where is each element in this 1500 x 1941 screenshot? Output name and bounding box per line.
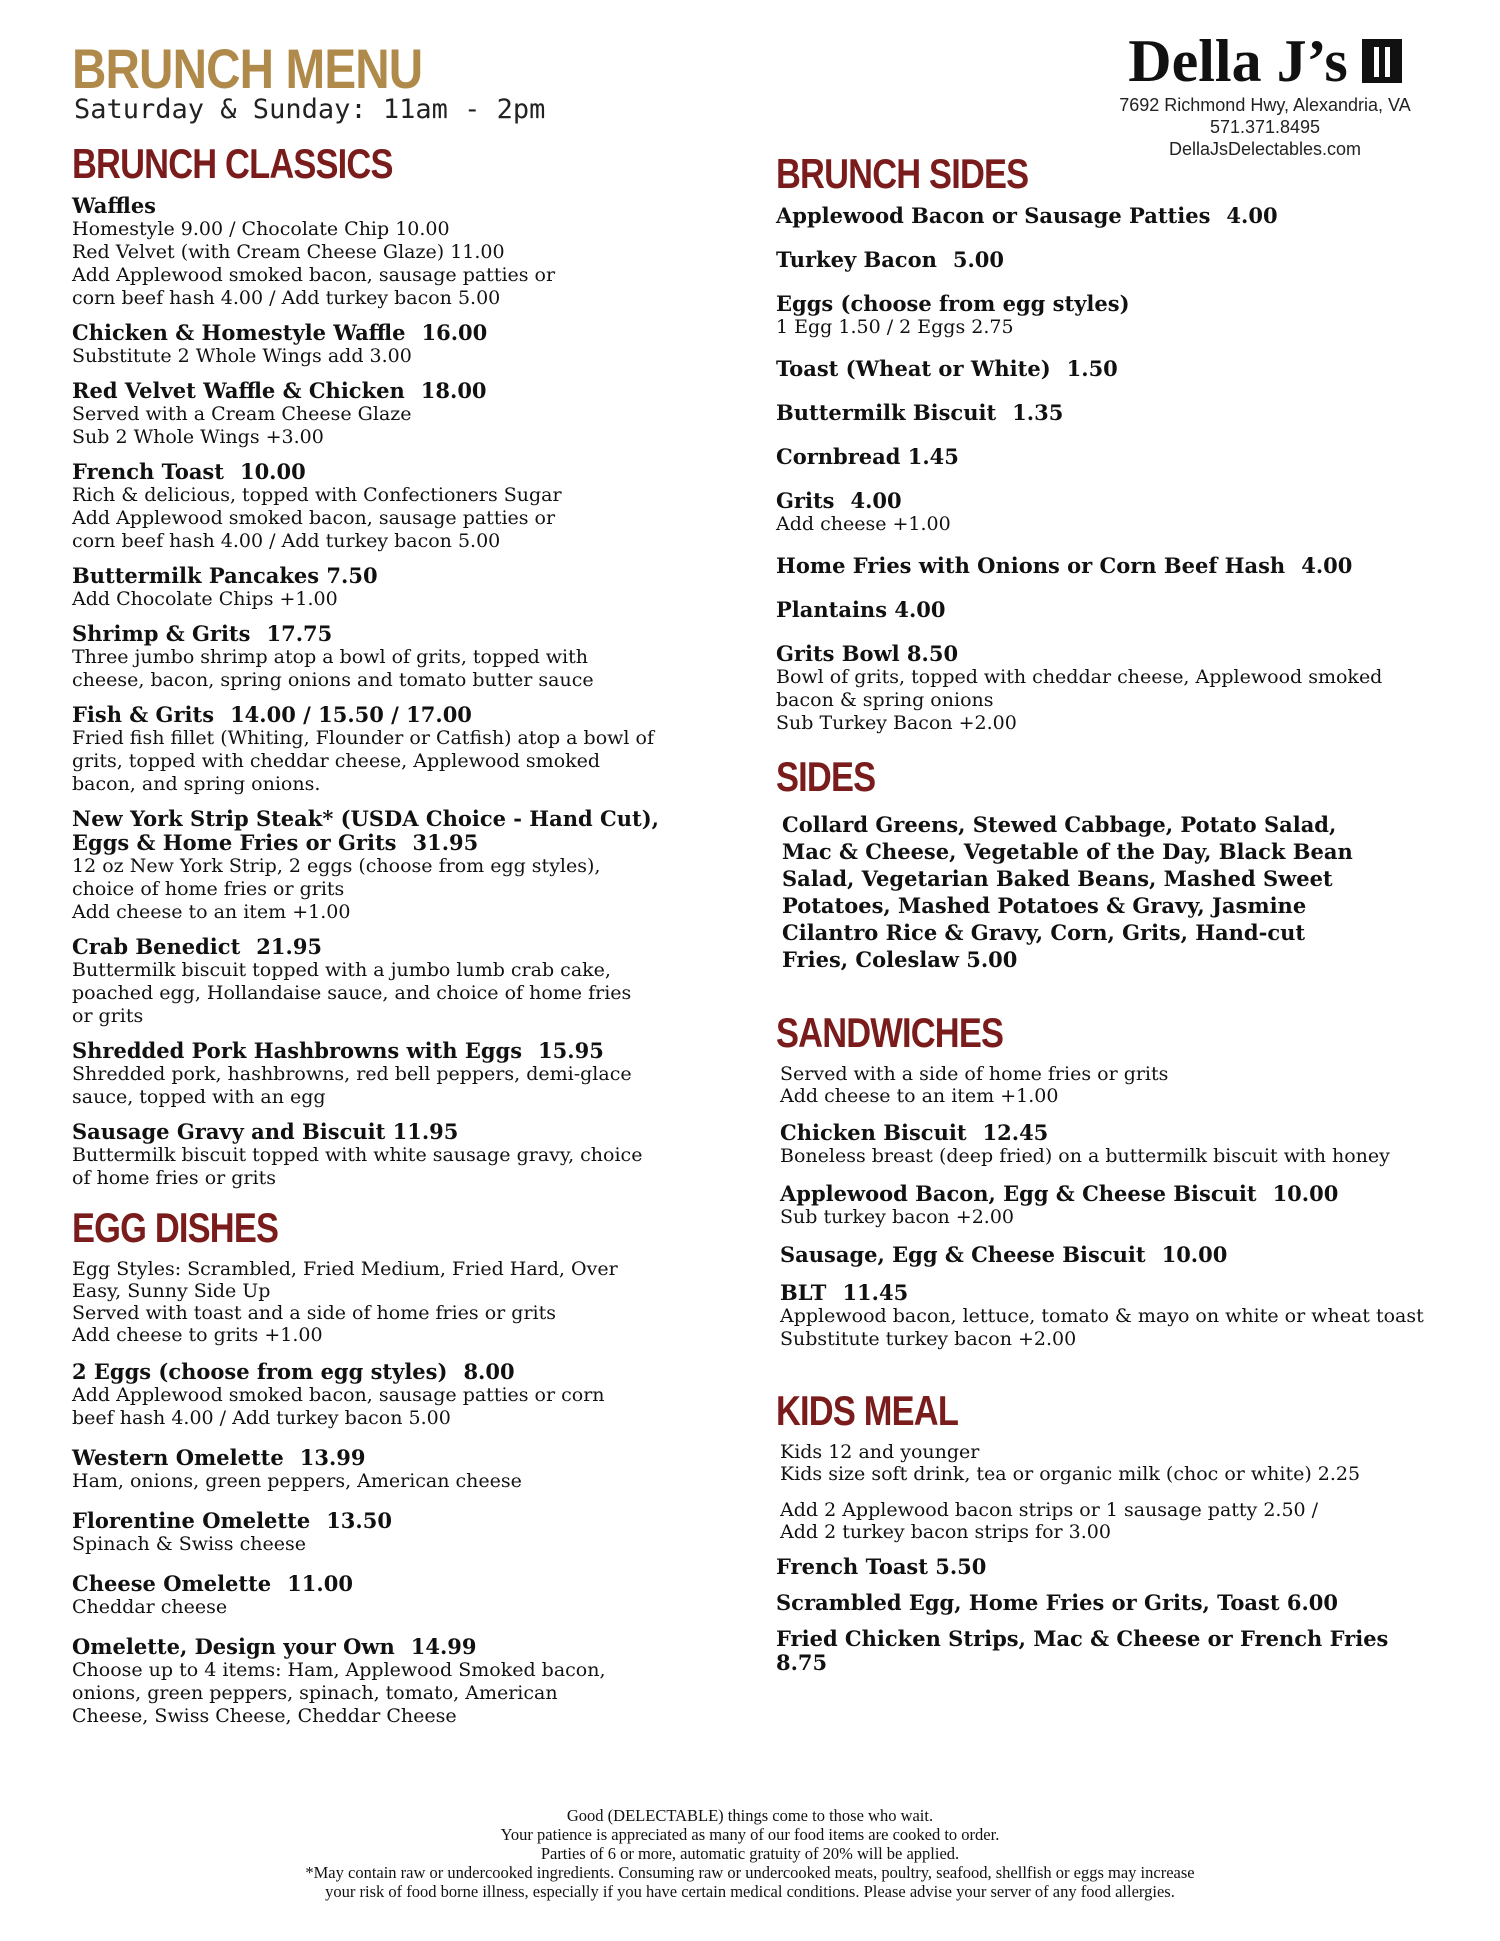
menu-item-title: Sausage Gravy and Biscuit 11.95 (72, 1119, 459, 1144)
left-column (72, 140, 692, 1744)
sandwiches-notes (776, 1063, 1456, 1107)
menu-item-description: Cheese, Swiss Cheese, Cheddar Cheese (72, 1705, 457, 1727)
menu-item-description: corn beef hash 4.00 / Add turkey bacon 5.00 (72, 530, 501, 552)
menu-item-title: Shredded Pork Hashbrowns with Eggs (72, 1038, 523, 1063)
menu-item-description: Add cheese +1.00 (776, 513, 951, 535)
menu-item-title: Cheese Omelette (72, 1571, 272, 1596)
menu-item (776, 401, 1456, 425)
menu-item (72, 622, 692, 692)
kids-meal-item: French Toast 5.50 (776, 1554, 987, 1579)
menu-item-name (776, 642, 1456, 666)
menu-item-price: 4.00 (850, 488, 902, 513)
menu-item-title: 2 Eggs (choose from egg styles) (72, 1359, 448, 1384)
menu-item-description: choice of home fries or grits (72, 878, 345, 900)
menu-item-price: 31.95 (412, 830, 479, 855)
menu-item-name (776, 489, 1456, 513)
menu-item-name (72, 1360, 692, 1384)
menu-item-description: Cheddar cheese (72, 1596, 228, 1618)
menu-item-description: Fried fish fillet (Whiting, Flounder or Catfish) atop a bowl of (72, 727, 654, 749)
brunch-sides-list (776, 204, 1456, 735)
footer-line: Good (DELECTABLE) things come to those who wait. (566, 1806, 934, 1825)
menu-item-description: Add Chocolate Chips +1.00 (72, 588, 338, 610)
kids-note-line: Kids size soft drink, tea or organic milk (choc or white) 2.25 (780, 1463, 1361, 1485)
menu-item-description: sauce, topped with an egg (72, 1086, 326, 1108)
sides-line: Collard Greens, Stewed Cabbage, Potato Salad, (782, 812, 1337, 837)
menu-item-description: Sub Turkey Bacon +2.00 (776, 712, 1017, 734)
kids-meal-item: Fried Chicken Strips, Mac & Cheese or French Fries (776, 1626, 1389, 1651)
menu-item-name (72, 622, 692, 646)
menu-item-price: 21.95 (256, 934, 323, 959)
menu-item-price: 11.00 (287, 1571, 353, 1596)
menu-item-name (776, 401, 1456, 425)
sandwiches-list (776, 1121, 1456, 1351)
menu-item (72, 1039, 692, 1109)
restaurant-name-text: Della J’s (1128, 28, 1348, 94)
menu-item-title: French Toast (72, 459, 224, 484)
menu-item-name (72, 1509, 692, 1533)
menu-item-title: Buttermilk Pancakes 7.50 (72, 563, 378, 588)
menu-item-title: Red Velvet Waffle & Chicken (72, 378, 405, 403)
menu-item-name (72, 1120, 692, 1144)
menu-item-description: Spinach & Swiss cheese (72, 1533, 306, 1555)
kids-meal-list (776, 1555, 1456, 1675)
sides-list (776, 811, 1456, 973)
menu-item-title: Applewood Bacon, Egg & Cheese Biscuit (780, 1181, 1257, 1206)
menu-item-price: 14.00 / 15.50 / 17.00 (230, 702, 472, 727)
menu-item-description: Substitute 2 Whole Wings add 3.00 (72, 345, 412, 367)
egg-note-line: Easy, Sunny Side Up (72, 1280, 271, 1302)
egg-dishes-notes (72, 1258, 692, 1346)
menu-item-name (776, 357, 1456, 381)
menu-item-title: Toast (Wheat or White) (776, 356, 1051, 381)
menu-item-description: of home fries or grits (72, 1167, 276, 1189)
menu-item-title: Grits Bowl 8.50 (776, 641, 959, 666)
menu-item-name (72, 703, 692, 727)
menu-item (780, 1182, 1456, 1229)
menu-item-price: 13.99 (299, 1445, 366, 1470)
restaurant-phone: 571.371.8495 (1209, 117, 1321, 137)
menu-item-price: 1.35 (1012, 400, 1064, 425)
menu-item-name (776, 554, 1456, 578)
footer-line: Your patience is appreciated as many of our food items are cooked to order. (500, 1825, 1000, 1844)
menu-item-description: Substitute turkey bacon +2.00 (780, 1328, 1077, 1350)
menu-item-name (780, 1243, 1456, 1267)
menu-item-price: 12.45 (982, 1120, 1049, 1145)
menu-item (72, 703, 692, 796)
menu-item (72, 564, 692, 611)
menu-item (776, 489, 1456, 536)
menu-item-name (72, 194, 692, 218)
egg-note-line: Egg Styles: Scrambled, Fried Medium, Fried Hard, Over (72, 1258, 618, 1280)
menu-item-title: Home Fries with Onions or Corn Beef Hash (776, 553, 1286, 578)
menu-item-title: Plantains 4.00 (776, 597, 946, 622)
section-title-brunch-sides: BRUNCH SIDES (776, 150, 1029, 197)
menu-item-title: Florentine Omelette (72, 1508, 311, 1533)
menu-item-title: Omelette, Design your Own (72, 1634, 395, 1659)
menu-item-description: Add cheese to an item +1.00 (72, 901, 351, 923)
menu-item-description: Choose up to 4 items: Ham, Applewood Smoked bacon, (72, 1659, 606, 1681)
section-title-sandwiches: SANDWICHES (776, 1009, 1004, 1056)
menu-item-title: BLT (780, 1280, 827, 1305)
menu-item (72, 321, 692, 368)
menu-item (776, 357, 1456, 381)
section-title-egg-dishes: EGG DISHES (72, 1204, 279, 1251)
menu-item-price: 18.00 (420, 378, 487, 403)
menu-item-description: bacon, and spring onions. (72, 773, 321, 795)
menu-item-price: 4.00 (1226, 203, 1278, 228)
brunch-hours: Saturday & Sunday: 11am - 2pm (74, 94, 546, 125)
menu-item-price: 10.00 (239, 459, 306, 484)
menu-item (72, 1572, 692, 1619)
menu-item (72, 460, 692, 553)
menu-item-description: Sub turkey bacon +2.00 (780, 1206, 1015, 1228)
menu-item (776, 292, 1456, 339)
menu-item-description: 1 Egg 1.50 / 2 Eggs 2.75 (776, 316, 1014, 338)
menu-item (72, 1120, 692, 1190)
menu-item (776, 598, 1456, 622)
menu-item-name (72, 1572, 692, 1596)
sides-line: Fries, Coleslaw 5.00 (782, 947, 1018, 972)
menu-item-name (72, 564, 692, 588)
menu-item-title: Turkey Bacon (776, 247, 937, 272)
egg-dishes-list (72, 1360, 692, 1728)
right-column (776, 150, 1456, 1687)
menu-item (72, 935, 692, 1028)
menu-item (776, 642, 1456, 735)
menu-footer (0, 1806, 1500, 1901)
menu-item-description: 12 oz New York Strip, 2 eggs (choose from egg styles), (72, 855, 601, 877)
menu-item (72, 1446, 692, 1493)
section-title-brunch-classics: BRUNCH CLASSICS (72, 140, 393, 187)
menu-item (72, 1509, 692, 1556)
menu-item (780, 1243, 1456, 1267)
menu-item-name (776, 445, 1456, 469)
menu-item (72, 1635, 692, 1728)
menu-item-name (780, 1121, 1456, 1145)
menu-item-name (72, 935, 692, 959)
sides-line: Potatoes, Mashed Potatoes & Gravy, Jasmine (782, 893, 1307, 918)
sandwich-note-line: Served with a side of home fries or grits (780, 1063, 1169, 1085)
page-title: BRUNCH MENU (72, 37, 423, 100)
menu-item (72, 1360, 692, 1430)
menu-item-name (72, 460, 692, 484)
menu-item-description: Boneless breast (deep fried) on a buttermilk biscuit with honey (780, 1145, 1390, 1167)
menu-item-name (776, 292, 1456, 316)
menu-item-description: poached egg, Hollandaise sauce, and choice of home fries (72, 982, 632, 1004)
menu-item-description: Red Velvet (with Cream Cheese Glaze) 11.00 (72, 241, 505, 263)
menu-item-description: Shredded pork, hashbrowns, red bell peppers, demi-glace (72, 1063, 632, 1085)
menu-item-title: Grits (776, 488, 835, 513)
menu-item-description: Buttermilk biscuit topped with white sausage gravy, choice (72, 1144, 643, 1166)
sides-line: Mac & Cheese, Vegetable of the Day, Black Bean (782, 839, 1353, 864)
menu-item-price: 14.99 (410, 1634, 477, 1659)
menu-item-price: 8.00 (463, 1359, 515, 1384)
egg-note-line: Add cheese to grits +1.00 (72, 1324, 323, 1346)
menu-item-price: 10.00 (1161, 1242, 1228, 1267)
menu-item-name (72, 807, 692, 855)
menu-item-title: Sausage, Egg & Cheese Biscuit (780, 1242, 1146, 1267)
menu-item (776, 554, 1456, 578)
kids-note-line: Kids 12 and younger (780, 1441, 980, 1463)
menu-item-description: onions, green peppers, spinach, tomato, American (72, 1682, 558, 1704)
menu-item (776, 204, 1456, 228)
menu-item-title: Applewood Bacon or Sausage Patties (776, 203, 1211, 228)
menu-item-name (780, 1182, 1456, 1206)
menu-item-name (72, 1635, 692, 1659)
menu-item-description: Add Applewood smoked bacon, sausage patties or corn (72, 1384, 605, 1406)
menu-item (776, 248, 1456, 272)
menu-item-description: Sub 2 Whole Wings +3.00 (72, 426, 324, 448)
menu-item-title: Shrimp & Grits (72, 621, 251, 646)
menu-item-name (72, 1039, 692, 1063)
menu-item-price: 4.00 (1301, 553, 1353, 578)
sandwich-note-line: Add cheese to an item +1.00 (780, 1085, 1059, 1107)
kids-meal-item: Scrambled Egg, Home Fries or Grits, Toast 6.00 (776, 1590, 1338, 1615)
menu-item-description: Ham, onions, green peppers, American cheese (72, 1470, 522, 1492)
kids-meal-notes (776, 1441, 1456, 1485)
footer-line: your risk of food borne illness, especially if you have certain medical conditions. Please advise your server of any food allergies. (325, 1882, 1175, 1901)
menu-item-title: Crab Benedict (72, 934, 241, 959)
menu-item-description: Applewood bacon, lettuce, tomato & mayo on white or wheat toast (780, 1305, 1424, 1327)
sides-line: Salad, Vegetarian Baked Beans, Mashed Sweet (782, 866, 1333, 891)
menu-item-description: Rich & delicious, topped with Confectioners Sugar (72, 484, 562, 506)
menu-item-name (72, 321, 692, 345)
menu-item-description: corn beef hash 4.00 / Add turkey bacon 5.00 (72, 287, 501, 309)
footer-line: *May contain raw or undercooked ingredients. Consuming raw or undercooked meats, poultry, seafood, shellfish or eggs may increase (305, 1863, 1195, 1882)
menu-item-price: 17.75 (266, 621, 333, 646)
menu-item-description: cheese, bacon, spring onions and tomato butter sauce (72, 669, 594, 691)
menu-item-description: Three jumbo shrimp atop a bowl of grits, topped with (72, 646, 588, 668)
menu-item-title-line2: Eggs & Home Fries or Grits (72, 830, 397, 855)
menu-item-title: Fish & Grits (72, 702, 215, 727)
menu-item-price: 5.00 (952, 247, 1005, 272)
menu-item-title: Western Omelette (72, 1445, 284, 1470)
menu-item-description: Add Applewood smoked bacon, sausage patties or (72, 507, 556, 529)
menu-item-name (780, 1281, 1456, 1305)
kids-addon-line: Add 2 Applewood bacon strips or 1 sausage patty 2.50 / (780, 1499, 1319, 1521)
menu-item-price: 16.00 (421, 320, 488, 345)
egg-note-line: Served with toast and a side of home fries or grits (72, 1302, 556, 1324)
menu-item-name (72, 379, 692, 403)
restaurant-address: 7692 Richmond Hwy, Alexandria, VA (1119, 95, 1411, 115)
menu-item-description: Served with a Cream Cheese Glaze (72, 403, 412, 425)
sides-line: Cilantro Rice & Gravy, Corn, Grits, Hand-cut (782, 920, 1306, 945)
menu-item-description: Bowl of grits, topped with cheddar cheese, Applewood smoked (776, 666, 1383, 688)
menu-item-price: 15.95 (538, 1038, 604, 1063)
menu-item (776, 445, 1456, 469)
menu-item-name (776, 248, 1456, 272)
restaurant-website: DellaJsDelectables.com (1168, 139, 1362, 159)
menu-item (780, 1281, 1456, 1351)
menu-item-price: 1.50 (1066, 356, 1118, 381)
menu-item-title: Chicken & Homestyle Waffle (72, 320, 406, 345)
menu-item-name (776, 598, 1456, 622)
kids-addon-line: Add 2 turkey bacon strips for 3.00 (780, 1521, 1111, 1543)
section-title-sides: SIDES (776, 753, 876, 800)
restaurant-brand (1090, 28, 1440, 160)
menu-item-description: Buttermilk biscuit topped with a jumbo lumb crab cake, (72, 959, 611, 981)
brunch-classics-list (72, 194, 692, 1190)
menu-item-price: 10.00 (1272, 1181, 1339, 1206)
menu-item-description: Homestyle 9.00 / Chocolate Chip 10.00 (72, 218, 450, 240)
kids-meal-item: 8.75 (776, 1650, 828, 1675)
menu-item-name (72, 1446, 692, 1470)
menu-item (72, 379, 692, 449)
menu-item-price: 13.50 (326, 1508, 392, 1533)
menu-item-title: Chicken Biscuit (780, 1120, 967, 1145)
menu-item-title: Eggs (choose from egg styles) (776, 291, 1130, 316)
menu-item-description: or grits (72, 1005, 144, 1027)
kids-meal-addons (776, 1499, 1456, 1543)
menu-item (780, 1121, 1456, 1168)
menu-item-title: Cornbread 1.45 (776, 444, 959, 469)
menu-item (72, 807, 692, 924)
menu-item-title: Waffles (72, 193, 156, 218)
menu-item-description: beef hash 4.00 / Add turkey bacon 5.00 (72, 1407, 451, 1429)
menu-item-description: grits, topped with cheddar cheese, Applewood smoked (72, 750, 601, 772)
restaurant-name (1128, 28, 1401, 94)
menu-item-description: Add Applewood smoked bacon, sausage patties or (72, 264, 556, 286)
menu-item-name (776, 204, 1456, 228)
menu-item-title: New York Strip Steak* (USDA Choice - Hand Cut), (72, 806, 659, 831)
footer-line: Parties of 6 or more, automatic gratuity of 20% will be applied. (540, 1844, 960, 1863)
menu-item-title: Buttermilk Biscuit (776, 400, 997, 425)
utensil-icon (1362, 39, 1402, 83)
menu-item-price: 11.45 (842, 1280, 909, 1305)
section-title-kids-meal: KIDS MEAL (776, 1387, 959, 1434)
menu-item-description: bacon & spring onions (776, 689, 994, 711)
menu-item (72, 194, 692, 310)
